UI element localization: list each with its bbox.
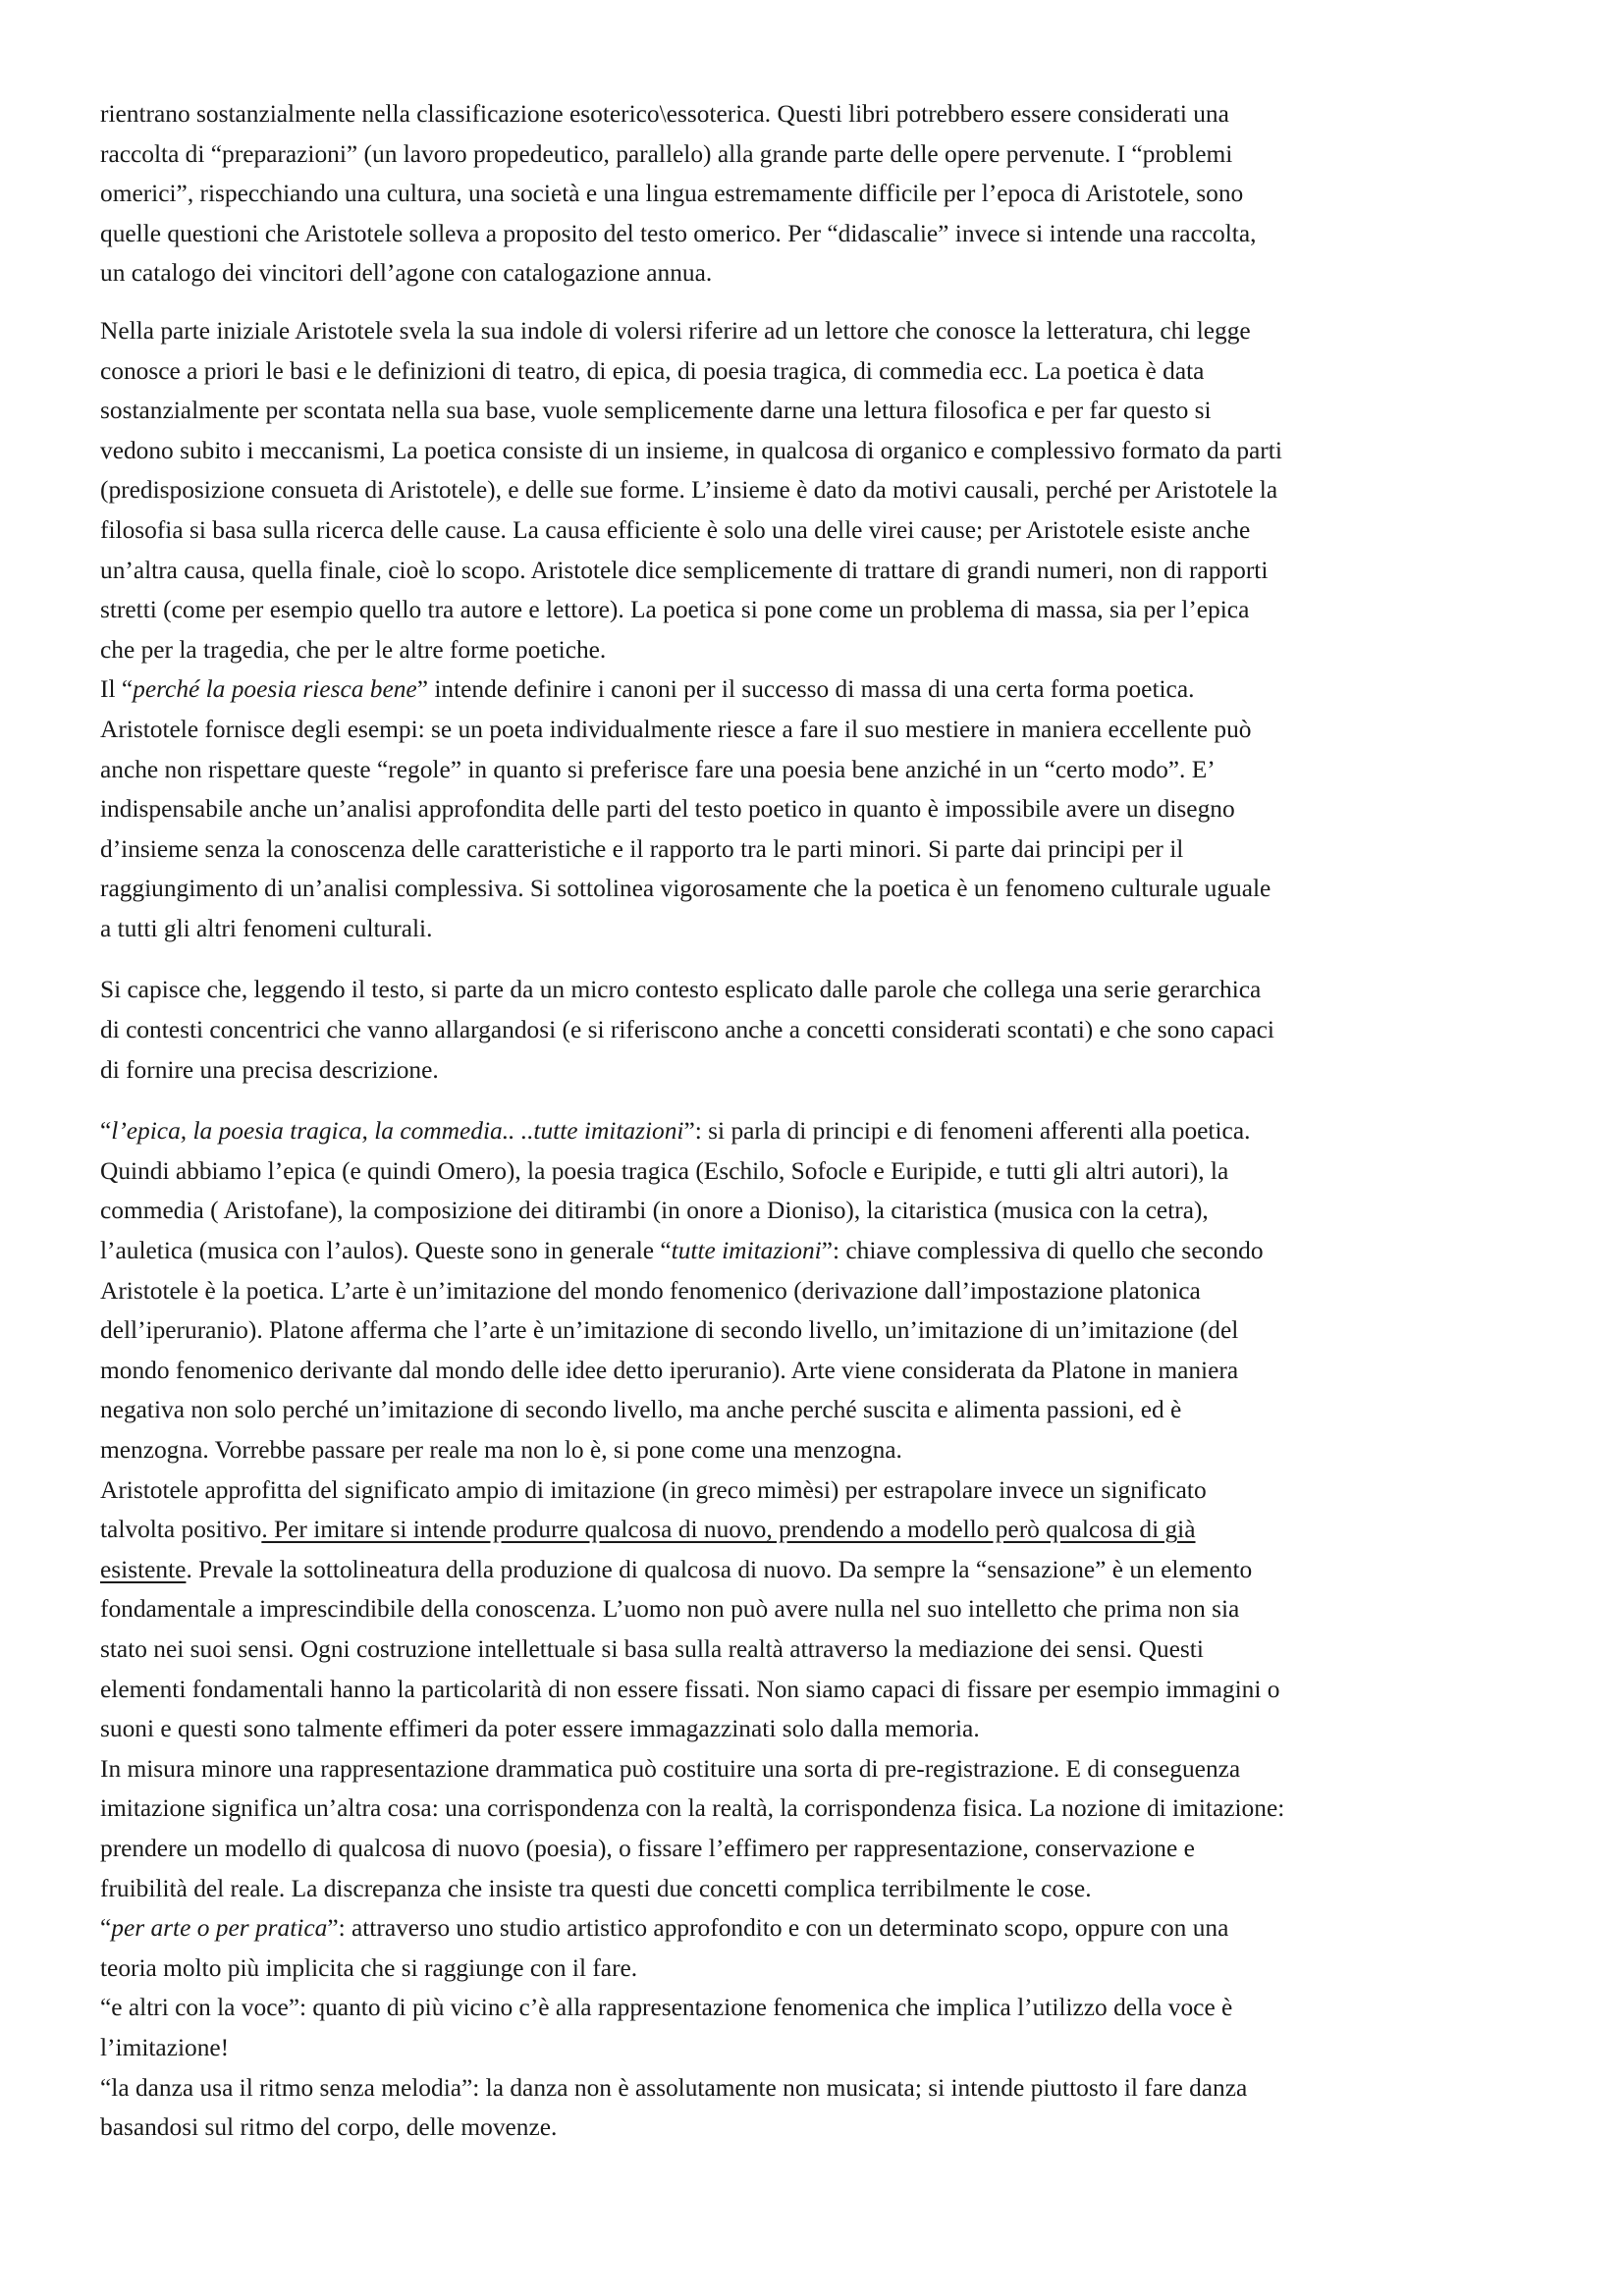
italic-quote: per arte o per pratica [111, 1914, 328, 1943]
text-span: ”: chiave complessiva di quello che secondo [821, 1237, 1264, 1265]
text-line: Aristotele approfitta del significato ampio di imitazione (in greco mimèsi) per estrapolare invece un significato [100, 1475, 1207, 1504]
text-line: commedia ( Aristofane), la composizione dei ditirambi (in onore a Dioniso), la citaristica (musica con la cetra), [100, 1197, 1209, 1225]
text-line: (predisposizione consueta di Aristotele), e delle sue forme. L’insieme è dato da motivi causali, perché per Aristotele la [100, 476, 1278, 505]
text-line: un’altra causa, quella finale, cioè lo scopo. Aristotele dice semplicemente di trattare di grandi numeri, non di rapporti [100, 556, 1269, 584]
text-line: “la danza usa il ritmo senza melodia”: la danza non è assolutamente non musicata; si intende piuttosto il fare danza [100, 2073, 1248, 2102]
text-line: basandosi sul ritmo del corpo, delle movenze. [100, 2113, 558, 2142]
text-span: l’auletica (musica con l’aulos). Queste sono in generale “ [100, 1237, 672, 1265]
text-line: omerici”, rispecchiando una cultura, una società e una lingua estremamente difficile per l’epoca di Aristotele, sono [100, 180, 1244, 208]
italic-quote: l’epica, la poesia tragica, la commedia.. ..tutte imitazioni [111, 1117, 684, 1146]
text-line: conosce a priori le basi e le definizioni di teatro, di epica, di poesia tragica, di commedia ecc. La poetica è data [100, 356, 1205, 385]
text-span: “ [100, 1117, 112, 1146]
text-span: “ [100, 1914, 112, 1943]
text-span: ”: si parla di principi e di fenomeni afferenti alla poetica. [683, 1117, 1251, 1146]
text-line: suoni e questi sono talmente effimeri da poter essere immagazzinati solo dalla memoria. [100, 1715, 980, 1743]
text-line: Quindi abbiamo l’epica (e quindi Omero), la poesia tragica (Eschilo, Sofocle e Euripide, e tutti gli altri autori), la [100, 1156, 1229, 1185]
text-line [100, 1111, 1534, 1151]
text-line [100, 1231, 1534, 1271]
text-line: a tutti gli altri fenomeni culturali. [100, 914, 433, 942]
text-line: un catalogo dei vincitori dell’agone con catalogazione annua. [100, 259, 713, 288]
text-line: vedono subito i meccanismi, La poetica consiste di un insieme, in qualcosa di organico e complessivo formato da parti [100, 436, 1282, 464]
text-line: di contesti concentrici che vanno allargandosi (e si riferiscono anche a concetti considerati scontati) e che sono capaci [100, 1016, 1274, 1044]
text-line [100, 1908, 1534, 1949]
text-line: Nella parte iniziale Aristotele svela la sua indole di volersi riferire ad un lettore che conosce la letteratura, chi legge [100, 316, 1251, 345]
text-line: “e altri con la voce”: quanto di più vicino c’è alla rappresentazione fenomenica che implica l’utilizzo della voce è [100, 1994, 1233, 2022]
text-line: mondo fenomenico derivante dal mondo delle idee detto iperuranio). Arte viene considerata da Platone in maniera [100, 1356, 1239, 1384]
paragraph-gap [100, 1090, 1534, 1111]
text-line [100, 1550, 1534, 1590]
text-line: Aristotele fornisce degli esempi: se un poeta individualmente riesce a fare il suo mestiere in maniera eccellente può [100, 715, 1252, 743]
document-body [100, 94, 1534, 2148]
text-line: raccolta di “preparazioni” (un lavoro propedeutico, parallelo) alla grande parte delle opere pervenute. I “problemi [100, 139, 1233, 168]
text-line: raggiungimento di un’analisi complessiva. Si sottolinea vigorosamente che la poetica è un fenomeno culturale uguale [100, 875, 1271, 903]
text-line: d’insieme senza la conoscenza delle caratteristiche e il rapporto tra le parti minori. Si parte dai principi per il [100, 834, 1184, 863]
text-line: indispensabile anche un’analisi approfondita delle parti del testo poetico in quanto è impossibile avere un disegno [100, 795, 1235, 824]
underlined-text: esistente [100, 1555, 187, 1583]
text-line: quelle questioni che Aristotele solleva a proposito del testo omerico. Per “didascalie” invece si intende una raccolta, [100, 219, 1257, 247]
text-line: dell’iperuranio). Platone afferma che l’arte è un’imitazione di secondo livello, un’imitazione di un’imitazione (del [100, 1316, 1239, 1345]
text-line: stato nei suoi sensi. Ogni costruzione intellettuale si basa sulla realtà attraverso la mediazione dei sensi. Questi [100, 1634, 1204, 1663]
paragraph-gap [100, 948, 1534, 970]
text-line: fondamentale a imprescindibile della conoscenza. L’uomo non può avere nulla nel suo intelletto che prima non sia [100, 1595, 1240, 1624]
text-line: In misura minore una rappresentazione drammatica può costituire una sorta di pre-registrazione. E di conseguenza [100, 1754, 1241, 1783]
text-line: stretti (come per esempio quello tra autore e lettore). La poetica si pone come un problema di massa, sia per l’epica [100, 596, 1250, 624]
text-line: imitazione significa un’altra cosa: una corrispondenza con la realtà, la corrispondenza fisica. La nozione di imitazione: [100, 1794, 1285, 1823]
text-line: menzogna. Vorrebbe passare per reale ma non lo è, si pone come una menzogna. [100, 1436, 902, 1464]
text-line: fruibilità del reale. La discrepanza che insiste tra questi due concetti complica terribilmente le cose. [100, 1874, 1092, 1902]
text-line: elementi fondamentali hanno la particolarità di non essere fissati. Non siamo capaci di fissare per esempio immagini o [100, 1675, 1280, 1703]
text-line: Si capisce che, leggendo il testo, si parte da un micro contesto esplicato dalle parole che collega una serie gerarchica [100, 976, 1262, 1004]
text-span: . Prevale la sottolineatura della produzione di qualcosa di nuovo. Da sempre la “sensazione” è un elemento [186, 1555, 1253, 1583]
text-line [100, 669, 1534, 710]
text-span: talvolta positivo [100, 1516, 262, 1544]
text-line: che per la tragedia, che per le altre forme poetiche. [100, 635, 607, 664]
text-line: sostanzialmente per scontata nella sua base, vuole semplicemente darne una lettura filosofica e per far questo si [100, 397, 1212, 425]
text-line: rientrano sostanzialmente nella classificazione esoterico\essoterica. Questi libri potrebbero essere considerati una [100, 100, 1229, 128]
text-span: Il “ [100, 675, 134, 704]
text-line: filosofia si basa sulla ricerca delle cause. La causa efficiente è solo una delle virei cause; per Aristotele esiste anche [100, 515, 1251, 544]
text-line [100, 1510, 1534, 1550]
text-line: di fornire una precisa descrizione. [100, 1055, 439, 1084]
text-line: prendere un modello di qualcosa di nuovo (poesia), o fissare l’effimero per rappresentazione, conservazione e [100, 1834, 1195, 1862]
text-line: teoria molto più implicita che si raggiunge con il fare. [100, 1953, 638, 1982]
text-span: ” intende definire i canoni per il successo di massa di una certa forma poetica. [416, 675, 1195, 704]
italic-quote: tutte imitazioni [671, 1237, 822, 1265]
text-line: Aristotele è la poetica. L’arte è un’imitazione del mondo fenomenico (derivazione dall’impostazione platonica [100, 1276, 1201, 1305]
text-span: ”: attraverso uno studio artistico approfondito e con un determinato scopo, oppure con una [327, 1914, 1229, 1943]
underlined-text: . Per imitare si intende produrre qualcosa di nuovo, prendendo a modello però qualcosa di già [261, 1516, 1196, 1544]
text-line: l’imitazione! [100, 2033, 230, 2061]
paragraph-gap [100, 294, 1534, 311]
text-line: anche non rispettare queste “regole” in quanto si preferisce fare una poesia bene anziché in un “certo modo”. E’ [100, 755, 1216, 783]
text-line: negativa non solo perché un’imitazione di secondo livello, ma anche perché suscita e alimenta passioni, ed è [100, 1396, 1182, 1424]
italic-quote: perché la poesia riesca bene [133, 675, 417, 704]
